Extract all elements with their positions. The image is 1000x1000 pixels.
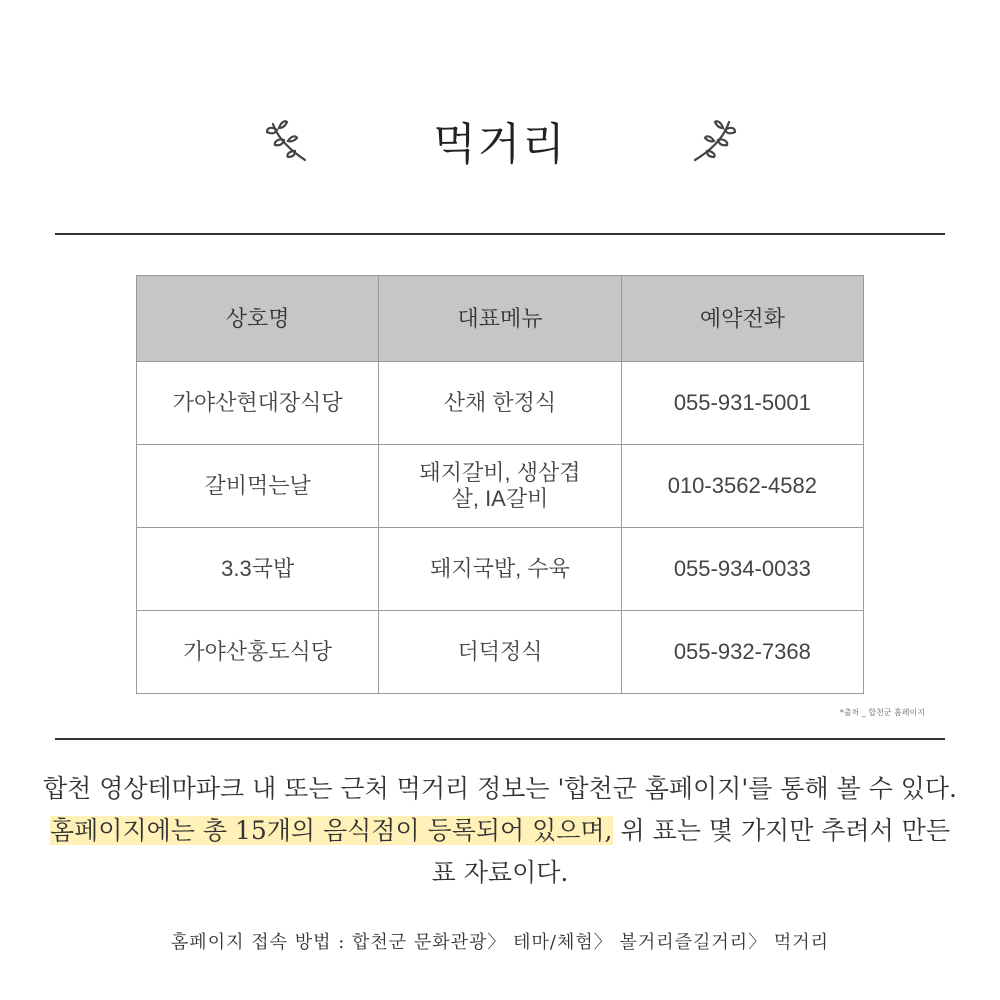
phone-cell: 055-934-0033 (621, 528, 863, 611)
table-row (137, 611, 864, 694)
column-header: 대표메뉴 (379, 276, 621, 362)
phone-cell: 055-931-5001 (621, 362, 863, 445)
menu-cell: 산채 한정식 (379, 362, 621, 445)
source-note: *출처 _ 합천군 홈페이지 (839, 708, 925, 717)
table-row (137, 445, 864, 528)
restaurant-name-cell: 가야산현대장식당 (137, 362, 379, 445)
description-text: 위 표는 몇 가지만 추려서 만든 표 자료이다. (431, 816, 950, 887)
table-row (137, 528, 864, 611)
access-path-note: 홈페이지 접속 방법 : 합천군 문화관광〉 테마/체험〉 볼거리즐길거리〉 먹거리 (170, 932, 830, 953)
leaf-branch-icon (685, 110, 745, 170)
table-header-row (137, 276, 864, 362)
highlighted-text: 홈페이지에는 총 15개의 음식점이 등록되어 있으며, (50, 816, 613, 845)
table-row (137, 362, 864, 445)
restaurant-name-cell: 가야산홍도식당 (137, 611, 379, 694)
description-text: 합천 영상테마파크 내 또는 근처 먹거리 정보는 '합천군 홈페이지'를 통해 볼 수 있다. (42, 774, 957, 803)
column-header: 상호명 (137, 276, 379, 362)
menu-cell: 돼지갈비, 생삼겹살, IA갈비 (379, 445, 621, 528)
title-section (0, 100, 1000, 180)
bottom-divider (55, 738, 945, 740)
restaurant-name-cell: 3.3국밥 (137, 528, 379, 611)
restaurant-name-cell: 갈비먹는날 (137, 445, 379, 528)
page-title: 먹거리 (433, 119, 567, 170)
menu-cell: 돼지국밥, 수육 (379, 528, 621, 611)
phone-cell: 055-932-7368 (621, 611, 863, 694)
description-paragraph (40, 768, 960, 894)
column-header: 예약전화 (621, 276, 863, 362)
restaurant-table (136, 275, 864, 694)
top-divider (55, 233, 945, 235)
menu-cell: 더덕정식 (379, 611, 621, 694)
phone-cell: 010-3562-4582 (621, 445, 863, 528)
